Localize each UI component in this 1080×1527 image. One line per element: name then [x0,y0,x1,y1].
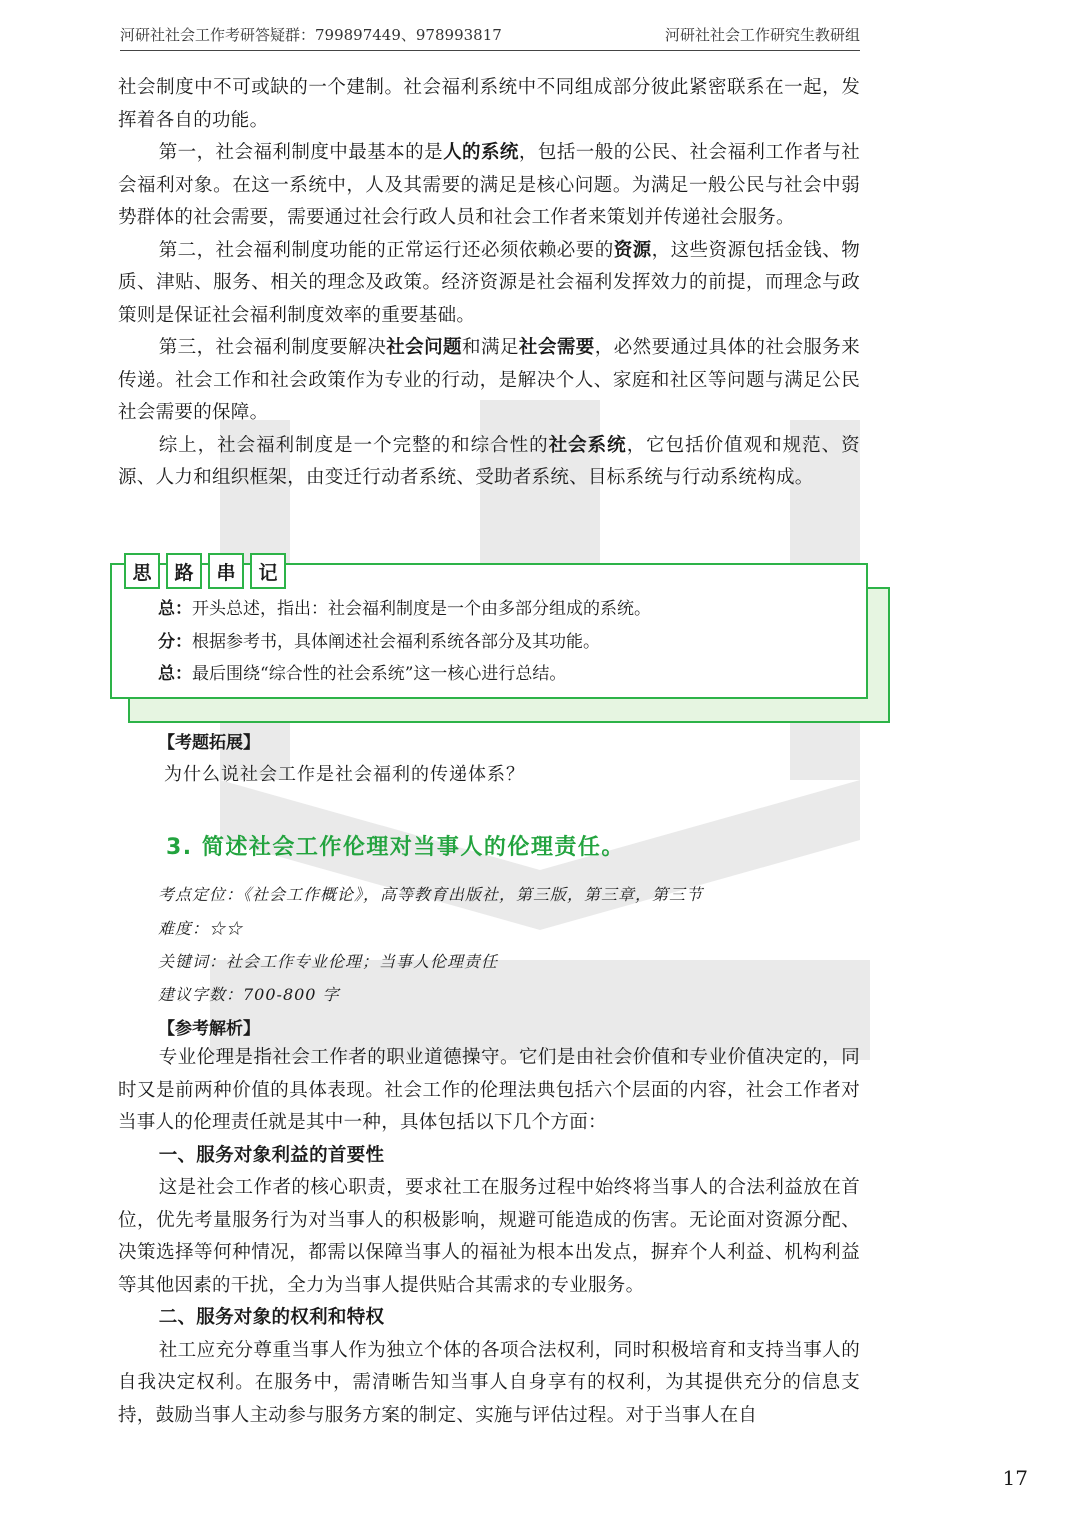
lower-body [118,1042,860,1432]
section-2-title: 二、服务对象的权利和特权 [158,1307,385,1328]
tab-chuan: 串 [208,553,244,589]
p2-text-c: ，这些资源包括金钱、物质、津贴、服务、相关的理念及政策。经济资源是社会福利发挥效力的前提，而理念与政策则是保证社会福利制度效率的重要基础。 [118,239,860,326]
tab-si: 思 [124,553,160,589]
p1-bold: 人的系统 [443,142,519,163]
paragraph-3 [118,332,860,430]
think-line-text: 开头总述，指出：社会福利制度是一个由多部分组成的系统。 [192,599,651,619]
page-header [120,20,860,51]
meta-word-count: 建议字数：700-800 字 [158,985,340,1004]
p4-text-c: ，它包括价值观和规范、资源、人力和组织框架，由变迁行动者系统、受助者系统、目标系统与行动系统构成。 [118,434,860,488]
p2-text-a: 第二，社会福利制度功能的正常运行还必须依赖必要的 [158,239,614,261]
meta-difficulty: 难度：☆☆ [158,919,244,938]
reference-title: 【参考解析】 [158,1019,260,1039]
page-number: 17 [1002,1466,1028,1490]
think-line-key: 总： [158,664,192,684]
header-left: 河研社社会工作考研答疑群：799897449、978993817 [120,26,502,44]
section-2-text: 社工应充分尊重当事人作为独立个体的各项合法权利，同时积极培育和支持当事人的自我决定权利。在服务中，需清晰告知当事人自身享有的权利，为其提供充分的信息支持，鼓励当事人主动参与服务方案的制定、实施与评估过程。对于当事人在自 [118,1339,860,1426]
think-box-tabs [124,553,286,589]
paragraph-2 [118,235,860,333]
paragraph-1 [118,137,860,235]
section-1-title: 一、服务对象利益的首要性 [158,1144,385,1166]
p1-text-a: 第一，社会福利制度中最基本的是 [158,142,444,163]
p3-bold-2: 社会需要 [518,337,595,358]
upper-body [118,72,860,495]
paragraph-4 [118,430,860,495]
extension-question: 为什么说社会工作是社会福利的传递体系？ [164,764,525,785]
section-1-text: 这是社会工作者的核心职责，要求社工在服务过程中始终将当事人的合法利益放在首位，优先考量服务行为对当事人的积极影响，规避可能造成的伤害。无论面对资源分配、决策选择等何种情况，都需以保障当事人的福祉为根本出发点，摒弃个人利益、机构利益等其他因素的干扰，全力为当事人提供贴合其需求的专业服务。 [118,1177,860,1296]
think-line-text: 最后围绕“综合性的社会系统”这一核心进行总结。 [192,664,567,684]
p3-text-e: ，必然要通过具体的社会服务来传递。社会工作和社会政策作为专业的行动，是解决个人、家庭和社区等问题与满足公民社会需要的保障。 [118,337,861,423]
p1-text-c: ，包括一般的公民、社会福利工作者与社会福利对象。在这一系统中，人及其需要的满足是核心问题。为满足一般公民与社会中弱势群体的社会需要，需要通过社会行政人员和社会工作者来策划并传递社会服务。 [118,142,860,228]
p3-text-c: 和满足 [462,337,519,358]
extension-title: 【考题拓展】 [158,733,260,753]
p2-bold: 资源 [613,239,652,261]
meta-location: 考点定位：《社会工作概论》，高等教育出版社，第三版，第三章，第三节 [158,885,704,904]
p4-text-a: 综上，社会福利制度是一个完整的和综合性的 [158,434,549,456]
answer-intro: 专业伦理是指社会工作者的职业道德操守。它们是由社会价值和专业价值决定的，同时又是前两种价值的具体表现。社会工作的伦理法典包括六个层面的内容，社会工作者对当事人的伦理责任就是其中一种，具体包括以下几个方面： [118,1047,860,1133]
think-line [158,658,651,691]
p3-bold-1: 社会问题 [386,337,463,358]
tab-lu: 路 [166,553,202,589]
header-right: 河研社社会工作研究生教研组 [664,26,860,44]
think-line [158,626,651,659]
p3-text-a: 第三，社会福利制度要解决 [158,337,387,358]
think-line [158,593,651,626]
tab-ji: 记 [250,553,286,589]
think-line-key: 分： [158,631,192,652]
intro-paragraph: 社会制度中不可或缺的一个建制。社会福利系统中不同组成部分彼此紧密联系在一起，发挥着各自的功能。 [118,77,860,131]
question-title: 3. 简述社会工作伦理对当事人的伦理责任。 [166,835,625,860]
think-box-lines [158,593,651,691]
p4-bold: 社会系统 [548,434,627,456]
meta-keywords: 关键词：社会工作专业伦理；当事人伦理责任 [158,952,499,971]
think-line-key: 总： [158,599,192,619]
think-line-text: 根据参考书，具体阐述社会福利系统各部分及其功能。 [192,631,600,652]
